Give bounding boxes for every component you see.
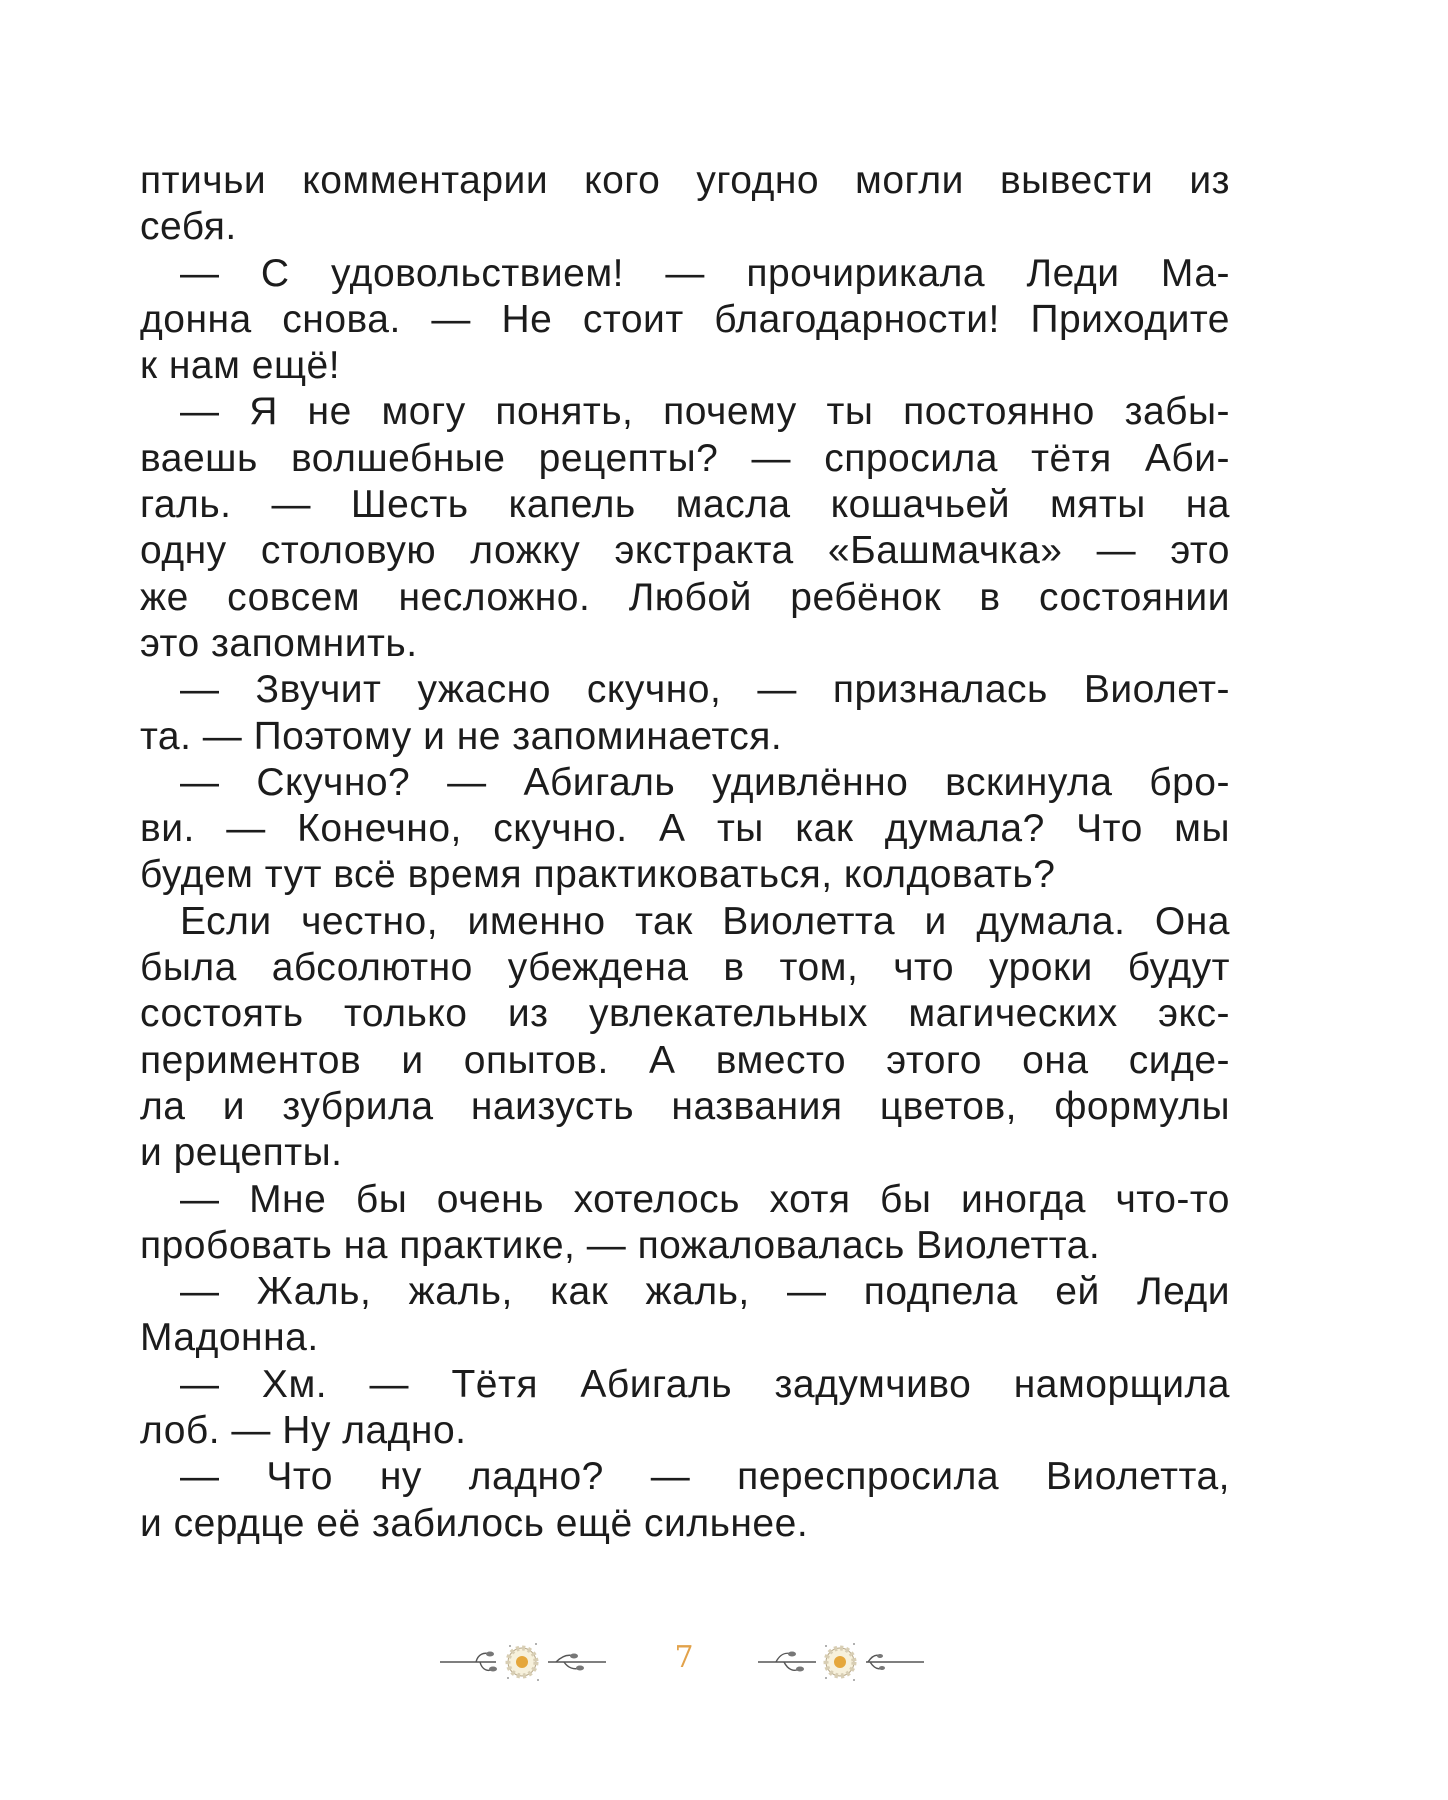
text-line: — Я не могу понять, почему ты постоянно забы-	[180, 390, 1230, 434]
text-line: будем тут всё время практиковаться, колдовать?	[140, 853, 1056, 897]
text-line: состоять только из увлекательных магических экс-	[140, 992, 1230, 1036]
text-line: — Что ну ладно? — переспросила Виолетта,	[180, 1455, 1230, 1499]
text-line: та. — Поэтому и не запоминается.	[140, 714, 783, 758]
text-line: лоб. — Ну ладно.	[140, 1409, 467, 1453]
page-number: 7	[674, 1640, 694, 1675]
text-line: — Звучит ужасно скучно, — призналась Виолет-	[180, 668, 1230, 712]
text-line: ваешь волшебные рецепты? — спросила тётя Аби-	[140, 436, 1230, 480]
text-line: донна снова. — Не стоит благодарности! Приходите	[140, 297, 1230, 341]
text-line: и рецепты.	[140, 1131, 343, 1175]
text-line: — Жаль, жаль, как жаль, — подпела ей Леди	[180, 1270, 1230, 1314]
text-line: галь. — Шесть капель масла кошачьей мяты на	[140, 483, 1230, 527]
text-line: — Скучно? — Абигаль удивлённо вскинула бро-	[180, 760, 1230, 804]
text-line: это запомнить.	[140, 621, 418, 665]
text-line: и сердце её забилось ещё сильнее.	[140, 1501, 809, 1545]
text-line: — Хм. — Тётя Абигаль задумчиво наморщила	[180, 1362, 1230, 1406]
text-line: птичьи комментарии кого угодно могли вывести из	[140, 159, 1230, 202]
daisy-vine-ornament-icon	[438, 1632, 608, 1692]
text-line: Мадонна.	[140, 1316, 319, 1360]
text-line: к нам ещё!	[140, 344, 341, 388]
text-line: ла и зубрила наизусть названия цветов, формулы	[140, 1084, 1230, 1128]
text-line: себя.	[140, 205, 237, 249]
text-line: — С удовольствием! — прочирикала Леди Ма-	[180, 251, 1230, 295]
page-footer	[0, 1632, 1448, 1692]
body-text	[140, 158, 1230, 1547]
text-line: была абсолютно убеждена в том, что уроки будут	[140, 946, 1230, 990]
text-line: ви. — Конечно, скучно. А ты как думала? Что мы	[140, 807, 1230, 851]
text-line: периментов и опытов. А вместо этого она сиде-	[140, 1038, 1230, 1082]
text-line: Если честно, именно так Виолетта и думала. Она	[180, 899, 1230, 943]
text-line: же совсем несложно. Любой ребёнок в состоянии	[140, 575, 1230, 619]
text-line: одну столовую ложку экстракта «Башмачка» — это	[140, 529, 1230, 573]
daisy-vine-ornament-icon	[756, 1632, 926, 1692]
text-line: — Мне бы очень хотелось хотя бы иногда что-то	[180, 1177, 1230, 1221]
text-line: пробовать на практике, — пожаловалась Виолетта.	[140, 1223, 1101, 1267]
